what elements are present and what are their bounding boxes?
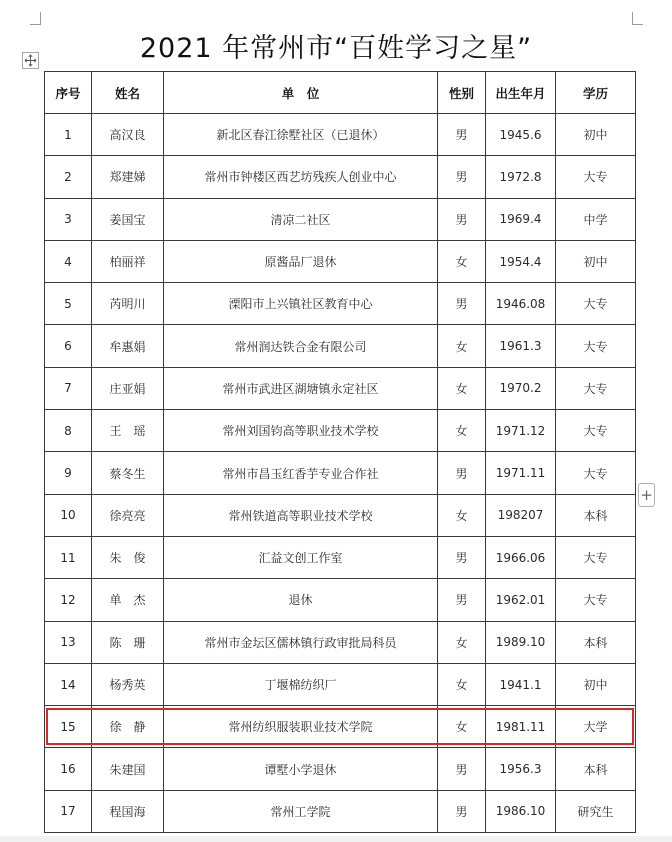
table-row	[45, 156, 636, 198]
cell-no: 17	[45, 790, 92, 832]
cell-education: 大专	[556, 367, 636, 409]
cell-unit: 常州市钟楼区西艺坊残疾人创业中心	[164, 156, 438, 198]
cell-education: 本科	[556, 748, 636, 790]
cell-education: 初中	[556, 114, 636, 156]
cell-name: 单 杰	[92, 579, 164, 621]
cell-unit: 常州市昌玉红香芋专业合作社	[164, 452, 438, 494]
cell-no: 9	[45, 452, 92, 494]
header-education: 学历	[556, 72, 636, 114]
cell-birth: 1969.4	[486, 198, 556, 240]
cell-no: 7	[45, 367, 92, 409]
cell-name: 王 瑶	[92, 410, 164, 452]
move-arrows-icon	[24, 54, 37, 67]
cell-unit: 汇益文创工作室	[164, 536, 438, 578]
cell-no: 4	[45, 240, 92, 282]
cell-education: 本科	[556, 494, 636, 536]
cell-birth: 1971.12	[486, 410, 556, 452]
cell-name: 徐亮亮	[92, 494, 164, 536]
cell-birth: 1972.8	[486, 156, 556, 198]
cell-name: 蔡冬生	[92, 452, 164, 494]
cell-unit: 常州工学院	[164, 790, 438, 832]
cell-no: 16	[45, 748, 92, 790]
table-row	[45, 748, 636, 790]
cell-no: 1	[45, 114, 92, 156]
cell-birth: 1961.3	[486, 325, 556, 367]
cell-name: 柏丽祥	[92, 240, 164, 282]
cell-sex: 女	[438, 706, 486, 748]
cell-unit: 清凉二社区	[164, 198, 438, 240]
cell-sex: 女	[438, 663, 486, 705]
plus-icon: +	[640, 485, 653, 504]
cell-name: 姜国宝	[92, 198, 164, 240]
cell-education: 初中	[556, 240, 636, 282]
table-row	[45, 452, 636, 494]
cell-education: 研究生	[556, 790, 636, 832]
cell-name: 郑建娣	[92, 156, 164, 198]
cell-birth: 1986.10	[486, 790, 556, 832]
stars-table	[44, 71, 636, 833]
table-row	[45, 240, 636, 282]
table-row	[45, 367, 636, 409]
header-name: 姓名	[92, 72, 164, 114]
cell-no: 12	[45, 579, 92, 621]
cell-unit: 退休	[164, 579, 438, 621]
cell-no: 3	[45, 198, 92, 240]
cell-unit: 常州润达铁合金有限公司	[164, 325, 438, 367]
cell-no: 11	[45, 536, 92, 578]
header-birth: 出生年月	[486, 72, 556, 114]
cell-education: 大学	[556, 706, 636, 748]
cell-unit: 常州纺织服装职业技术学院	[164, 706, 438, 748]
cell-education: 大专	[556, 452, 636, 494]
cell-no: 6	[45, 325, 92, 367]
cell-sex: 男	[438, 156, 486, 198]
cell-sex: 女	[438, 621, 486, 663]
cell-birth: 1962.01	[486, 579, 556, 621]
cell-birth: 198207	[486, 494, 556, 536]
table-row	[45, 706, 636, 748]
cell-birth: 1946.08	[486, 283, 556, 325]
table-header-row	[45, 72, 636, 114]
document-title: 2021 年常州市“百姓学习之星”	[139, 33, 533, 64]
cell-sex: 男	[438, 114, 486, 156]
header-no: 序号	[45, 72, 92, 114]
cell-birth: 1971.11	[486, 452, 556, 494]
table-row	[45, 579, 636, 621]
page-corner-mark-left	[30, 12, 41, 25]
cell-sex: 男	[438, 536, 486, 578]
cell-birth: 1970.2	[486, 367, 556, 409]
bottom-scroll-strip	[0, 836, 672, 842]
cell-name: 朱 俊	[92, 536, 164, 578]
cell-sex: 女	[438, 325, 486, 367]
cell-birth: 1989.10	[486, 621, 556, 663]
cell-sex: 女	[438, 240, 486, 282]
cell-education: 大专	[556, 156, 636, 198]
cell-name: 高汉良	[92, 114, 164, 156]
page-corner-mark-right	[632, 12, 643, 25]
cell-unit: 常州市金坛区儒林镇行政审批局科员	[164, 621, 438, 663]
table-move-handle[interactable]	[22, 52, 39, 69]
cell-unit: 常州刘国钧高等职业技术学校	[164, 410, 438, 452]
cell-unit: 溧阳市上兴镇社区教育中心	[164, 283, 438, 325]
cell-name: 徐 静	[92, 706, 164, 748]
table-row	[45, 790, 636, 832]
cell-sex: 男	[438, 748, 486, 790]
table-row	[45, 325, 636, 367]
cell-birth: 1981.11	[486, 706, 556, 748]
table-row	[45, 410, 636, 452]
cell-sex: 男	[438, 790, 486, 832]
cell-education: 大专	[556, 410, 636, 452]
cell-birth: 1956.3	[486, 748, 556, 790]
table-row	[45, 536, 636, 578]
cell-education: 大专	[556, 536, 636, 578]
header-unit: 单 位	[164, 72, 438, 114]
cell-education: 初中	[556, 663, 636, 705]
cell-unit: 原酱品厂退休	[164, 240, 438, 282]
cell-education: 大专	[556, 579, 636, 621]
cell-birth: 1954.4	[486, 240, 556, 282]
cell-name: 陈 珊	[92, 621, 164, 663]
add-row-handle[interactable]	[638, 483, 655, 507]
cell-sex: 男	[438, 452, 486, 494]
cell-birth: 1966.06	[486, 536, 556, 578]
table-row	[45, 663, 636, 705]
cell-sex: 女	[438, 367, 486, 409]
cell-no: 10	[45, 494, 92, 536]
cell-no: 5	[45, 283, 92, 325]
cell-education: 本科	[556, 621, 636, 663]
table-row	[45, 114, 636, 156]
cell-name: 芮明川	[92, 283, 164, 325]
header-sex: 性别	[438, 72, 486, 114]
cell-name: 朱建国	[92, 748, 164, 790]
cell-unit: 常州铁道高等职业技术学校	[164, 494, 438, 536]
cell-education: 大专	[556, 283, 636, 325]
cell-name: 牟惠娟	[92, 325, 164, 367]
cell-unit: 新北区春江徐墅社区（已退休）	[164, 114, 438, 156]
cell-sex: 男	[438, 198, 486, 240]
cell-unit: 常州市武进区湖塘镇永定社区	[164, 367, 438, 409]
cell-birth: 1945.6	[486, 114, 556, 156]
cell-unit: 丁堰棉纺织厂	[164, 663, 438, 705]
cell-sex: 男	[438, 579, 486, 621]
cell-sex: 女	[438, 410, 486, 452]
cell-unit: 谭墅小学退休	[164, 748, 438, 790]
cell-name: 庄亚娟	[92, 367, 164, 409]
table-row	[45, 198, 636, 240]
table-row	[45, 621, 636, 663]
cell-education: 中学	[556, 198, 636, 240]
cell-no: 2	[45, 156, 92, 198]
cell-sex: 女	[438, 494, 486, 536]
cell-no: 8	[45, 410, 92, 452]
table-row	[45, 283, 636, 325]
cell-birth: 1941.1	[486, 663, 556, 705]
table-body	[45, 114, 636, 833]
cell-education: 大专	[556, 325, 636, 367]
cell-sex: 男	[438, 283, 486, 325]
cell-no: 14	[45, 663, 92, 705]
cell-no: 13	[45, 621, 92, 663]
cell-name: 杨秀英	[92, 663, 164, 705]
cell-no: 15	[45, 706, 92, 748]
table-row	[45, 494, 636, 536]
cell-name: 程国海	[92, 790, 164, 832]
